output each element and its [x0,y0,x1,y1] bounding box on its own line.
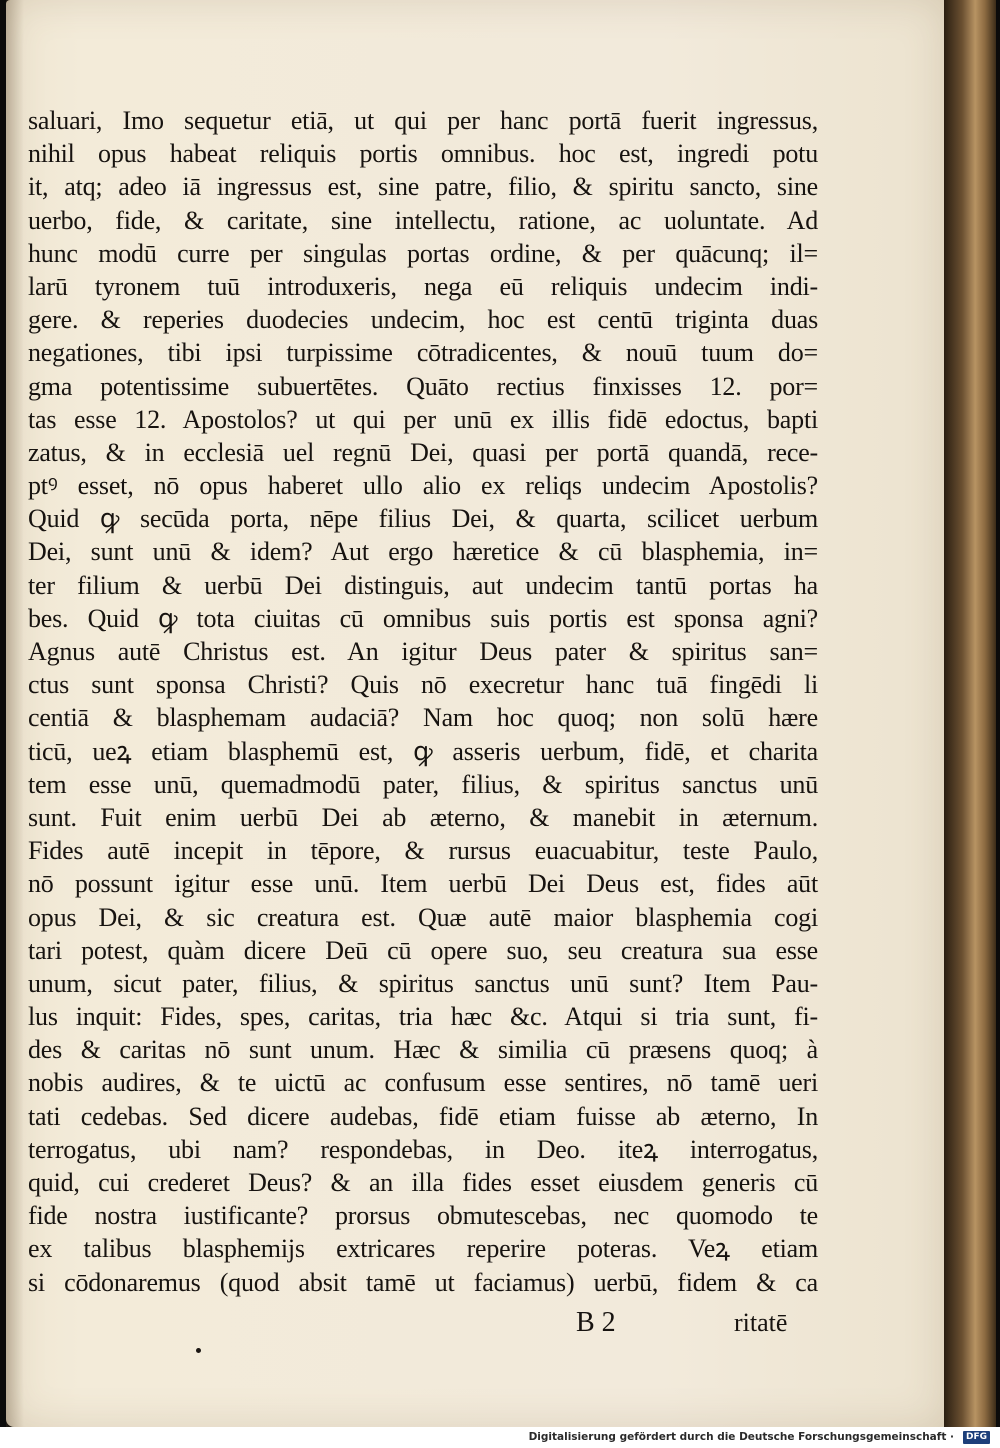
text-line: nobis audires, & te uictū ac confusum esse sentires, nō tamē ueri [28,1068,818,1098]
text-line: ex talibus blasphemijs extricares reperire poteras. Veꝝ etiam [28,1234,818,1264]
signature-mark: B 2 [576,1307,616,1338]
page-text-block [28,104,818,1299]
text-line: lus inquit: Fides, spes, caritas, tria hæc &c. Atqui si tria sunt, fi- [28,1002,818,1032]
text-line: saluari, Imo sequetur etiā, ut qui per hanc portā fuerit ingressus, [28,106,818,135]
dfg-logo: DFG [963,1431,990,1444]
text-line: Agnus autē Christus est. An igitur Deus pater & spiritus san= [28,637,818,666]
text-line: larū tyronem tuū introduxeris, nega eū reliquis undecim indi- [28,271,818,301]
book-page [6,0,944,1427]
text-line: tati cedebas. Sed dicere audebas, fidē etiam fuisse ab æterno, In [28,1101,818,1131]
text-line: fide nostra iustificante? prorsus obmutescebas, nec quomodo te [28,1201,818,1231]
text-line: zatus, & in ecclesiā uel regnū Dei, quasi per portā quandā, rece- [28,437,818,467]
book-fore-edge [944,0,996,1427]
text-line: quid, cui crederet Deus? & an illa fides esset eiusdem generis cū [28,1168,818,1197]
text-line: unum, sicut pater, filius, & spiritus sanctus unū sunt? Item Pau- [28,968,818,998]
text-line: tas esse 12. Apostolos? ut qui per unū ex illis fidē edoctus, bapti [28,404,818,434]
text-line: ptꝰ esset, nō opus haberet ullo alio ex reliqs undecim Apostolis? [28,471,818,501]
text-line: gma potentissime subuertētes. Quāto rectius finxisses 12. por= [28,371,818,401]
text-line: nihil opus habeat reliquis portis omnibus. hoc est, ingredi potu [28,139,818,169]
text-line: sunt. Fuit enim uerbū Dei ab æterno, & manebit in æternum. [28,802,818,832]
text-line: gere. & reperies duodecies undecim, hoc est centū triginta duas [28,305,818,335]
text-line: tem esse unū, quemadmodū pater, filius, & spiritus sanctus unū [28,769,818,799]
text-line: negationes, tibi ipsi turpissime cōtradicentes, & nouū tuum do= [28,338,818,368]
text-line: tari potest, quàm dicere Deū cū opere suo, seu creatura sua esse [28,935,818,965]
ink-speck [196,1348,201,1353]
page-footer-line [566,1305,806,1341]
digitization-footer [0,1427,1000,1448]
text-line: nō possunt igitur esse unū. Item uerbū Dei Deus est, fides aūt [28,869,818,899]
text-line: des & caritas nō sunt unum. Hæc & similia cū præsens quoq; à [28,1035,818,1065]
text-line: Dei, sunt unū & idem? Aut ergo hæretice & cū blasphemia, in= [28,537,818,567]
text-line: ter filium & uerbū Dei distinguis, aut undecim tantū portas ha [28,570,818,600]
text-line: uerbo, fide, & caritate, sine intellectu, ratione, ac uoluntate. Ad [28,205,818,235]
text-line: ticū, ueꝝ etiam blasphemū est, ꝙ asseris uerbum, fidē, et charita [28,736,818,766]
text-line: ctus sunt sponsa Christi? Quis nō execretur hanc tuā fingēdi li [28,670,818,700]
funding-credit: Digitalisierung gefördert durch die Deutsche Forschungsgemeinschaft · [528,1431,954,1443]
text-line: hunc modū curre per singulas portas ordine, & per quācunq; il= [28,238,818,268]
text-line: si cōdonaremus (quod absit tamē ut faciamus) uerbū, fidem & ca [28,1267,818,1297]
text-line: Quid ꝙ secūda porta, nēpe filius Dei, & quarta, scilicet uerbum [28,504,818,534]
text-line: it, atq; adeo iā ingressus est, sine patre, filio, & spiritu sancto, sine [28,172,818,202]
text-line: Fides autē incepit in tēpore, & rursus euacuabitur, teste Paulo, [28,836,818,866]
text-line: centiā & blasphemam audaciā? Nam hoc quoq; non solū hære [28,703,818,733]
text-line: opus Dei, & sic creatura est. Quæ autē maior blasphemia cogi [28,902,818,932]
text-line: terrogatus, ubi nam? respondebas, in Deo. iteꝝ interrogatus, [28,1134,818,1164]
catchword: ritatē [734,1308,788,1337]
text-line: bes. Quid ꝙ tota ciuitas cū omnibus suis portis est sponsa agni? [28,603,818,633]
